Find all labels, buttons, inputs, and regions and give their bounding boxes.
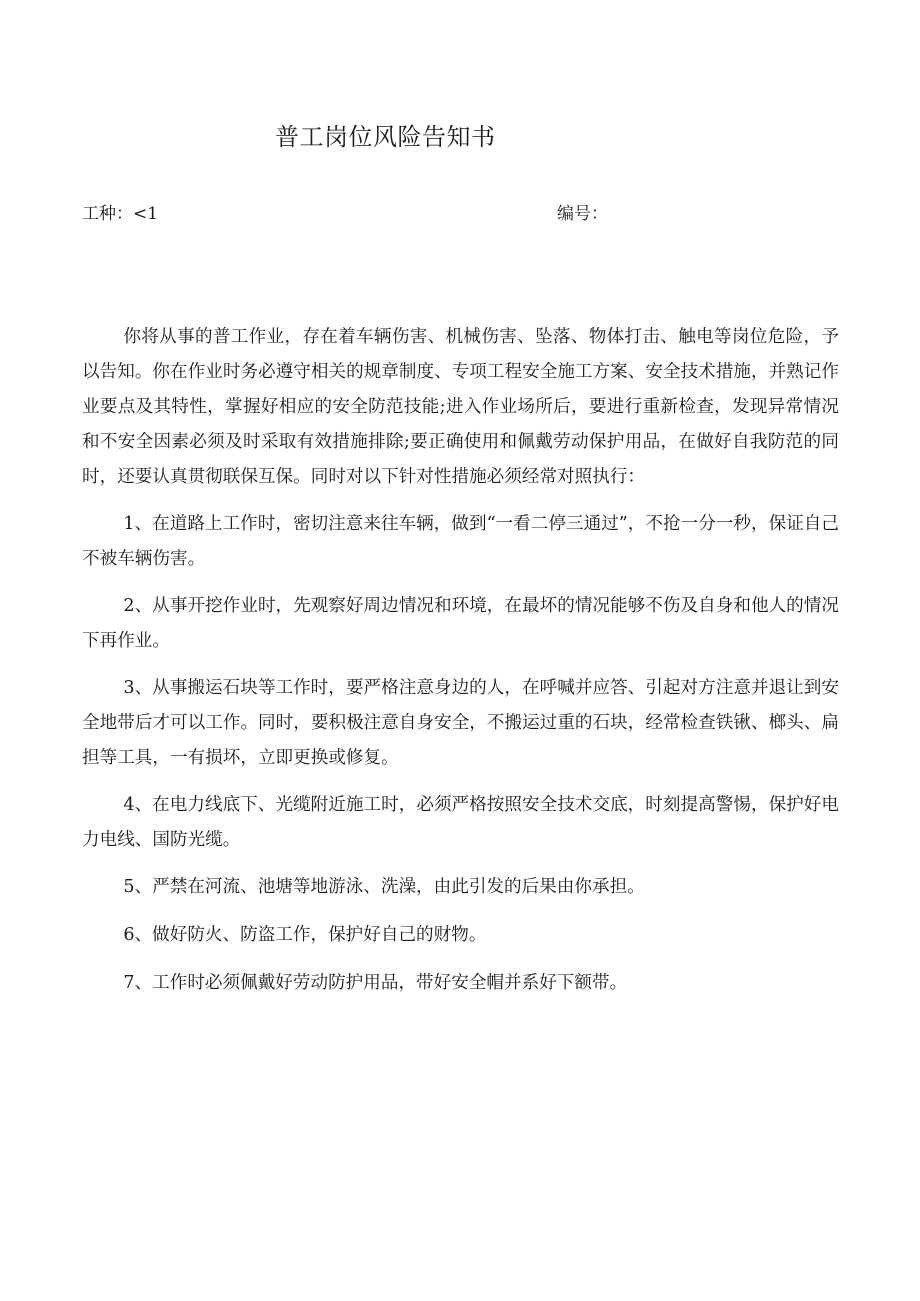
intro-paragraph: 你将从事的普工作业，存在着车辆伤害、机械伤害、坠落、物体打击、触电等岗位危险，予以告知。你在作业时务必遵守相关的规章制度、专项工程安全施工方案、安全技术措施，并熟记作业要点及其特性，掌握好相应的安全防范技能;进入作业场所后，要进行重新检查，发现异常情况和不安全因素必须及时采取有效措施排除;要正确使用和佩戴劳动保护用品，在做好自我防范的同时，还要认真贯彻联保互保。同时对以下针对性措施必须经常对照执行： [82,327,839,487]
document-meta-row [82,199,842,225]
measure-item-2: 2、从事开挖作业时，先观察好周边情况和环境，在最坏的情况能够不伤及自身和他人的情况下再作业。 [82,596,839,651]
document-body [82,320,839,1014]
measure-item-7: 7、工作时必须佩戴好劳动防护用品，带好安全帽并系好下额带。 [123,973,628,993]
measure-item-1: 1、在道路上工作时，密切注意来往车辆，做到“一看二停三通过”，不抢一分一秒，保证自己不被车辆伤害。 [82,514,839,569]
number-field [557,199,608,224]
measure-item-6: 6、做好防火、防盗工作，保护好自己的财物。 [123,925,487,945]
measure-item-5: 5、严禁在河流、池塘等地游泳、洗澡，由此引发的后果由你承担。 [123,877,645,897]
measure-item-4: 4、在电力线底下、光缆附近施工时，必须严格按照安全技术交底，时刻提高警惕，保护好电力电线、国防光缆。 [82,795,839,850]
job-type-label: 工种： [82,204,133,224]
job-type-value: <1 [133,204,159,224]
measure-item-3: 3、从事搬运石块等工作时，要严格注意身边的人，在呼喊并应答、引起对方注意并退让到安全地带后才可以工作。同时，要积极注意自身安全，不搬运过重的石块，经常检查铁锹、榔头、扁担等工具，一有损坏，立即更换或修复。 [82,678,839,768]
job-type-field [82,199,158,224]
document-title: 普工岗位风险告知书 [275,123,496,151]
number-label: 编号： [557,204,608,224]
